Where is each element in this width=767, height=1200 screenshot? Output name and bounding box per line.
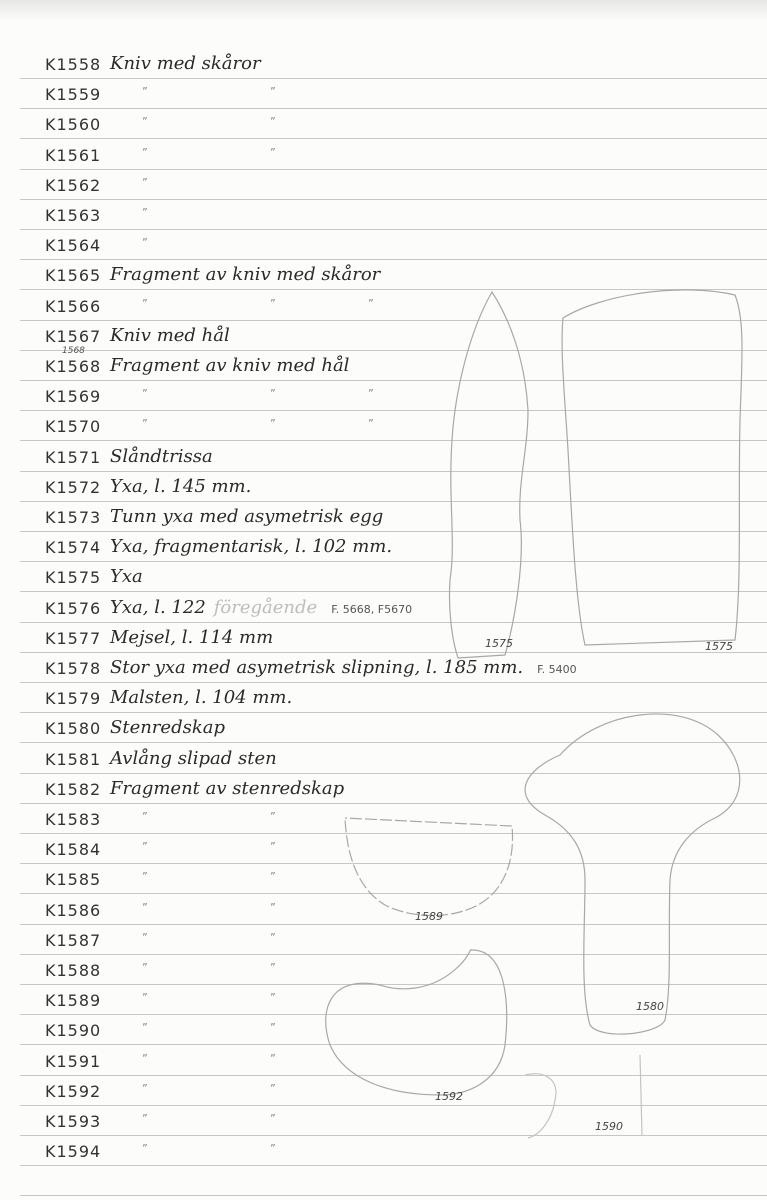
sketch-outline-1589 bbox=[345, 818, 513, 916]
catalog-number: K1561 bbox=[45, 145, 102, 165]
ditto-mark: ” bbox=[142, 991, 148, 1005]
sketch-outline-1575-narrow bbox=[449, 292, 528, 658]
catalog-number: K1579 bbox=[45, 689, 102, 709]
catalog-number: K1566 bbox=[45, 296, 102, 316]
ditto-mark: ” bbox=[270, 145, 276, 159]
sketch-outline-1575-wide bbox=[562, 290, 742, 645]
ditto-mark: ” bbox=[142, 1081, 148, 1095]
ditto-mark: ” bbox=[270, 1051, 276, 1065]
catalog-number: K1587 bbox=[45, 930, 102, 950]
ditto-mark: ” bbox=[142, 145, 148, 159]
ditto-mark: ” bbox=[270, 1081, 276, 1095]
ditto-mark: ” bbox=[142, 236, 148, 250]
catalog-number: K1592 bbox=[45, 1081, 102, 1101]
ditto-mark: ” bbox=[270, 1112, 276, 1125]
description-text: Avlång slipad sten bbox=[110, 747, 277, 769]
ditto-mark: ” bbox=[142, 175, 148, 189]
catalog-number: K1558 bbox=[45, 55, 102, 74]
catalog-number: K1585 bbox=[45, 870, 102, 890]
ditto-mark: ” bbox=[142, 810, 148, 823]
ditto-mark: ” bbox=[142, 1112, 148, 1125]
catalog-number: K1562 bbox=[45, 175, 102, 195]
ditto-mark: ” bbox=[142, 1051, 148, 1065]
ditto-mark: ” bbox=[142, 115, 148, 129]
catalog-number: K1591 bbox=[45, 1051, 102, 1071]
ditto-mark: ” bbox=[368, 296, 374, 310]
ditto-mark: ” bbox=[270, 85, 276, 99]
description-text: Fragment av kniv med skåror bbox=[110, 264, 381, 286]
description-text: Tunn yxa med asymetrisk egg bbox=[110, 506, 384, 527]
ditto-mark: ” bbox=[270, 991, 276, 1005]
description-text: Stenredskap bbox=[110, 717, 225, 739]
catalog-number: K1582 bbox=[45, 779, 102, 799]
ditto-mark: ” bbox=[368, 417, 374, 431]
description-text: Kniv med skåror bbox=[110, 53, 261, 74]
reference-number: F. 5668, F5670 bbox=[331, 602, 413, 616]
ditto-mark: ” bbox=[270, 810, 276, 823]
ditto-mark: ” bbox=[142, 387, 148, 401]
catalog-number: K1560 bbox=[45, 115, 102, 135]
ditto-mark: ” bbox=[270, 115, 276, 129]
ditto-mark: ” bbox=[142, 1021, 148, 1035]
description-text: Fragment av stenredskap bbox=[110, 777, 345, 799]
catalog-number: K1564 bbox=[45, 236, 102, 256]
description-text: Yxa, l. 145 mm. bbox=[110, 475, 252, 497]
catalog-number: K1594 bbox=[45, 1142, 102, 1162]
ditto-mark: ” bbox=[270, 417, 276, 431]
catalog-number: K1563 bbox=[45, 206, 102, 225]
catalog-number: K1578 bbox=[45, 659, 102, 678]
sketch-label-1575-left: 1575 bbox=[485, 637, 513, 650]
margin-note: 1568 bbox=[62, 346, 85, 356]
catalog-number: K1574 bbox=[45, 538, 102, 558]
catalog-number: K1559 bbox=[45, 85, 102, 105]
ditto-mark: ” bbox=[142, 961, 148, 974]
sketch-outline-1590-side bbox=[640, 1055, 642, 1135]
ditto-mark: ” bbox=[142, 85, 148, 99]
catalog-number: K1590 bbox=[45, 1021, 102, 1041]
description-text: Yxa, fragmentarisk, l. 102 mm. bbox=[110, 536, 393, 558]
catalog-number: K1588 bbox=[45, 961, 102, 980]
ditto-mark: ” bbox=[368, 387, 374, 401]
sketch-outline-1590 bbox=[525, 1074, 556, 1138]
sketch-outline-1580 bbox=[525, 714, 740, 1034]
catalog-number: K1573 bbox=[45, 508, 102, 527]
faded-note: föregående bbox=[213, 596, 318, 618]
ditto-mark: ” bbox=[270, 1142, 276, 1156]
ditto-mark: ” bbox=[270, 1021, 276, 1035]
ditto-mark: ” bbox=[270, 961, 276, 974]
catalog-number: K1575 bbox=[45, 568, 102, 588]
catalog-number: K1586 bbox=[45, 900, 102, 920]
description-text: Yxa, l. 122 bbox=[110, 596, 206, 618]
ditto-mark: ” bbox=[270, 296, 276, 310]
description-text: Fragment av kniv med hål bbox=[110, 355, 350, 376]
ditto-mark: ” bbox=[270, 930, 276, 944]
ditto-mark: ” bbox=[142, 900, 148, 914]
catalog-number: K1572 bbox=[45, 477, 102, 497]
sketch-label-1589: 1589 bbox=[415, 910, 443, 923]
ditto-mark: ” bbox=[142, 840, 148, 854]
description-text: Slåndtrissa bbox=[110, 445, 213, 467]
ditto-mark: ” bbox=[142, 930, 148, 944]
ditto-mark: ” bbox=[142, 206, 148, 219]
ditto-mark: ” bbox=[270, 840, 276, 854]
catalog-number: K1571 bbox=[45, 447, 102, 467]
sketch-label-1592: 1592 bbox=[435, 1090, 463, 1103]
ditto-mark: ” bbox=[142, 1142, 148, 1156]
catalog-number: K1581 bbox=[45, 749, 102, 769]
catalog-number: K1568 bbox=[45, 357, 102, 376]
catalog-number: K1580 bbox=[45, 719, 102, 739]
ditto-mark: ” bbox=[270, 870, 276, 884]
catalog-number: K1576 bbox=[45, 598, 102, 618]
description-text: Stor yxa med asymetrisk slipning, l. 185 mm. bbox=[110, 657, 524, 678]
ditto-mark: ” bbox=[142, 417, 148, 431]
catalog-number: K1583 bbox=[45, 810, 102, 829]
catalog-number: K1570 bbox=[45, 417, 102, 437]
description-text: Mejsel, l. 114 mm bbox=[110, 626, 274, 648]
description-text: Yxa bbox=[110, 566, 143, 588]
ditto-mark: ” bbox=[270, 900, 276, 914]
ditto-mark: ” bbox=[270, 387, 276, 401]
sketch-label-1590: 1590 bbox=[595, 1120, 623, 1133]
sketch-label-1575-right: 1575 bbox=[705, 640, 733, 653]
description-text: Kniv med hål bbox=[110, 324, 230, 346]
catalog-number: K1589 bbox=[45, 991, 102, 1011]
catalog-number: K1593 bbox=[45, 1112, 102, 1131]
catalog-number: K1569 bbox=[45, 387, 102, 407]
sketch-label-1580: 1580 bbox=[636, 1000, 664, 1013]
ditto-mark: ” bbox=[142, 296, 148, 310]
catalog-number: K1565 bbox=[45, 266, 102, 286]
catalog-number: K1584 bbox=[45, 840, 102, 860]
ditto-mark: ” bbox=[142, 870, 148, 884]
description-text: Malsten, l. 104 mm. bbox=[110, 687, 293, 709]
catalog-number: K1577 bbox=[45, 628, 102, 648]
sketch-outline-1592 bbox=[326, 950, 507, 1095]
reference-number: F. 5400 bbox=[537, 663, 577, 676]
catalog-number: K1567 bbox=[45, 326, 102, 346]
